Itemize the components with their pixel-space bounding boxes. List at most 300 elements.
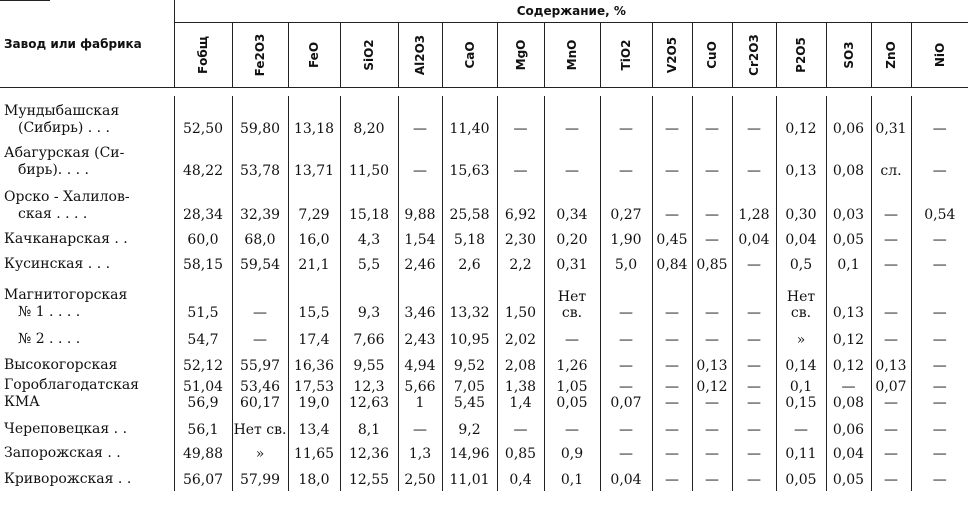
value-cell (544, 324, 600, 351)
plant-name-line: № 1 . . . . (18, 303, 81, 320)
value-cell (398, 276, 442, 324)
value-text: — (932, 256, 947, 273)
column-header-label: Fобщ (196, 35, 210, 75)
value-cell (826, 251, 871, 276)
value-cell (776, 351, 826, 377)
value-cell (732, 324, 776, 351)
plant-name-line: Орско - Халилов- (4, 188, 130, 205)
value-cell (232, 276, 288, 324)
value-text: 0,04 (738, 231, 770, 248)
value-cell (442, 251, 497, 276)
plant-name (0, 226, 174, 251)
value-text: — (565, 421, 579, 438)
value-cell (288, 140, 340, 182)
value-cell (600, 324, 652, 351)
value-cell (288, 414, 340, 441)
value-cell (497, 182, 544, 226)
value-text: — (884, 394, 898, 411)
value-cell (497, 377, 544, 414)
value-text: 0,04 (832, 445, 865, 462)
value-cell (776, 324, 826, 351)
table-row (0, 351, 968, 377)
plant-name (0, 182, 174, 226)
value-cell (232, 96, 288, 140)
value-cell (497, 251, 544, 276)
value-cell (871, 465, 911, 491)
column-header (174, 23, 232, 88)
value-cell (232, 465, 288, 491)
plant-name (0, 377, 174, 414)
value-text: 25,58 (449, 206, 490, 223)
table-body (0, 88, 968, 491)
value-text: 7,05 (453, 378, 486, 395)
value-cell (600, 182, 652, 226)
value-text: — (619, 331, 633, 348)
value-text: 0,34 (556, 206, 588, 223)
value-cell (652, 441, 692, 465)
value-cell (871, 251, 911, 276)
value-cell (497, 441, 544, 465)
value-text: — (665, 421, 679, 438)
value-text: 56,9 (187, 394, 219, 411)
value-text: 0,04 (610, 471, 642, 488)
value-cell (544, 96, 600, 140)
value-text: 11,40 (449, 120, 490, 137)
value-text: — (932, 421, 947, 438)
value-text: — (665, 471, 679, 488)
value-cell (600, 276, 652, 324)
value-cell (174, 96, 232, 140)
value-text: 5,5 (357, 256, 381, 273)
plant-name-line: бирь). . . . (18, 161, 89, 178)
value-cell (652, 377, 692, 414)
value-text: 0,13 (875, 357, 907, 374)
value-cell (692, 465, 732, 491)
value-text: — (932, 331, 947, 348)
value-text: 1,05 (556, 378, 588, 395)
value-cell (442, 276, 497, 324)
value-text: 16,36 (293, 357, 335, 374)
value-text: — (884, 256, 898, 273)
value-text: 58,15 (182, 256, 224, 273)
value-text: 9,3 (357, 304, 381, 321)
value-text: — (884, 231, 898, 248)
value-text: 13,18 (293, 120, 335, 137)
value-cell (497, 226, 544, 251)
value-text: 51,04 (182, 378, 224, 395)
value-text: 15,63 (449, 162, 490, 179)
value-cell (398, 182, 442, 226)
value-cell (174, 324, 232, 351)
value-text: 12,63 (348, 394, 390, 411)
value-text: 21,1 (298, 256, 330, 273)
value-cell (288, 465, 340, 491)
column-header (871, 23, 911, 88)
value-text: — (619, 120, 633, 137)
value-cell (652, 226, 692, 251)
value-cell (340, 377, 398, 414)
value-cell (732, 441, 776, 465)
value-text: 0,03 (832, 206, 865, 223)
value-cell (692, 414, 732, 441)
value-cell (692, 441, 732, 465)
column-header (692, 23, 732, 88)
value-text: — (747, 357, 761, 374)
value-cell (692, 182, 732, 226)
value-text: сл. (880, 162, 902, 179)
value-text: 0,84 (656, 256, 688, 273)
value-cell (600, 351, 652, 377)
value-cell (732, 226, 776, 251)
plant-name-line: ская . . . . (18, 205, 88, 222)
value-text: — (619, 162, 633, 179)
value-cell (911, 96, 968, 140)
value-text: — (513, 421, 528, 438)
value-cell (497, 140, 544, 182)
value-cell (871, 324, 911, 351)
value-cell (871, 276, 911, 324)
value-text: 0,08 (832, 394, 865, 411)
value-text: 68,0 (244, 231, 276, 248)
value-text: 0,04 (785, 231, 817, 248)
value-text: — (665, 378, 679, 395)
value-text: 0,54 (924, 206, 956, 223)
value-cell (826, 182, 871, 226)
value-text: — (794, 421, 808, 438)
value-text: 8,1 (357, 421, 381, 438)
value-cell (652, 182, 692, 226)
column-header-label: ZnO (884, 41, 898, 69)
value-cell (340, 182, 398, 226)
value-text: — (747, 378, 761, 395)
value-text: 1,3 (408, 445, 432, 462)
value-cell (911, 441, 968, 465)
value-cell (544, 414, 600, 441)
value-cell (732, 377, 776, 414)
value-cell (871, 377, 911, 414)
value-text: 2,46 (404, 256, 436, 273)
value-text: 56,07 (182, 471, 224, 488)
value-text: 53,78 (239, 162, 281, 179)
column-header-label: MnO (565, 39, 579, 71)
value-cell (288, 96, 340, 140)
value-text: » (255, 445, 265, 462)
value-text: 1,90 (610, 231, 642, 248)
value-text: 54,7 (187, 331, 219, 348)
value-text: — (884, 471, 898, 488)
value-cell (871, 140, 911, 182)
value-text: 0,31 (875, 120, 907, 137)
value-cell (232, 324, 288, 351)
value-text: 15,5 (298, 304, 330, 321)
column-header-label: SO3 (841, 41, 856, 69)
value-cell (732, 276, 776, 324)
value-cell (826, 96, 871, 140)
value-text: 12,55 (348, 471, 390, 488)
value-cell (692, 377, 732, 414)
value-cell (871, 96, 911, 140)
value-text: 0,5 (789, 256, 813, 273)
value-cell (776, 414, 826, 441)
value-cell (442, 377, 497, 414)
value-text: — (665, 162, 679, 179)
value-text: 0,05 (832, 231, 865, 248)
column-header (442, 23, 497, 88)
column-header-label: NiO (932, 42, 947, 68)
value-text: 28,34 (182, 206, 224, 223)
value-text: — (565, 331, 579, 348)
plant-name (0, 140, 174, 182)
value-text: — (747, 445, 761, 462)
plant-name (0, 351, 174, 377)
value-cell (776, 465, 826, 491)
value-text: 5,18 (453, 231, 486, 248)
value-cell (692, 276, 732, 324)
value-text: — (705, 421, 719, 438)
value-cell (497, 276, 544, 324)
value-text: 0,11 (785, 445, 817, 462)
value-text: 0,06 (832, 120, 865, 137)
value-cell (600, 251, 652, 276)
value-text: 13,71 (293, 162, 335, 179)
value-cell (732, 140, 776, 182)
table-row (0, 251, 968, 276)
value-text: 49,88 (182, 445, 224, 462)
value-cell (692, 351, 732, 377)
value-text: — (747, 394, 761, 411)
value-text: — (619, 304, 633, 321)
value-text: 17,4 (298, 331, 330, 348)
value-cell (442, 351, 497, 377)
value-text: — (747, 162, 761, 179)
value-cell (911, 324, 968, 351)
value-cell (652, 351, 692, 377)
value-cell (826, 324, 871, 351)
value-text: — (705, 206, 719, 223)
value-cell (692, 140, 732, 182)
value-text: 7,66 (353, 331, 385, 348)
value-text: 0,12 (785, 120, 817, 137)
value-text: 9,52 (453, 357, 486, 374)
value-cell (232, 251, 288, 276)
value-text: 59,54 (239, 256, 281, 273)
value-text: — (413, 421, 427, 438)
value-text: 3,46 (404, 304, 436, 321)
value-cell (340, 441, 398, 465)
value-cell (398, 377, 442, 414)
value-cell (826, 377, 871, 414)
value-text: — (665, 394, 679, 411)
value-text: 1,54 (404, 231, 436, 248)
value-text: 4,3 (357, 231, 381, 248)
value-cell (652, 465, 692, 491)
value-text: 0,27 (610, 206, 642, 223)
column-header (398, 23, 442, 88)
value-cell (398, 441, 442, 465)
value-text: — (932, 378, 947, 395)
column-header (288, 23, 340, 88)
value-cell (826, 414, 871, 441)
column-header-label: Al2O3 (413, 34, 427, 76)
value-cell (732, 465, 776, 491)
value-cell (826, 465, 871, 491)
value-text: — (665, 206, 679, 223)
value-cell (776, 140, 826, 182)
value-cell (442, 226, 497, 251)
value-cell (871, 414, 911, 441)
value-cell (174, 226, 232, 251)
plant-name-line: Магнитогорская (4, 286, 128, 303)
value-cell (340, 351, 398, 377)
column-header-label: SiO2 (362, 39, 376, 71)
value-cell (340, 226, 398, 251)
value-text: Нет св. (233, 421, 287, 438)
value-cell (174, 182, 232, 226)
value-text: 1,38 (504, 378, 537, 395)
value-cell (692, 226, 732, 251)
value-text: — (705, 471, 719, 488)
value-cell (871, 182, 911, 226)
value-cell (442, 441, 497, 465)
value-text: — (932, 394, 947, 411)
plant-column-header: Завод или фабрика (0, 0, 174, 88)
value-text: — (513, 162, 528, 179)
plant-name-line: № 2 . . . . (18, 330, 81, 347)
column-header-label: MgO (513, 39, 528, 71)
value-cell (174, 351, 232, 377)
value-text: — (932, 231, 947, 248)
value-text: — (619, 378, 633, 395)
value-text: — (665, 357, 679, 374)
value-cell (600, 414, 652, 441)
value-cell (911, 140, 968, 182)
table-row (0, 324, 968, 351)
column-header-label: CuO (705, 41, 719, 69)
column-header (497, 23, 544, 88)
value-text: 2,02 (504, 331, 537, 348)
value-text: — (705, 394, 719, 411)
value-text: 0,85 (504, 445, 537, 462)
value-text: 51,5 (187, 304, 219, 321)
value-text: 55,97 (239, 357, 281, 374)
value-cell (600, 140, 652, 182)
value-cell (442, 414, 497, 441)
value-cell (398, 351, 442, 377)
value-text: — (619, 445, 633, 462)
value-cell (692, 324, 732, 351)
table-row (0, 377, 968, 414)
value-cell (732, 251, 776, 276)
value-text: — (513, 120, 528, 137)
value-cell (652, 276, 692, 324)
value-text: — (747, 421, 761, 438)
value-cell (600, 465, 652, 491)
column-header-label: Cr2O3 (747, 34, 761, 76)
value-cell (497, 351, 544, 377)
plant-name-line: Кусинская . . . (4, 255, 111, 272)
value-cell (911, 351, 968, 377)
value-cell (288, 324, 340, 351)
value-cell (398, 140, 442, 182)
value-text: 11,65 (293, 445, 335, 462)
value-text: — (413, 120, 427, 137)
value-cell (288, 226, 340, 251)
value-text: 9,55 (353, 357, 385, 374)
value-cell (398, 226, 442, 251)
value-text: 4,94 (404, 357, 436, 374)
value-text: — (565, 120, 579, 137)
value-cell (871, 226, 911, 251)
value-text: 0,30 (785, 206, 817, 223)
value-text: 5,0 (614, 256, 638, 273)
value-cell (340, 140, 398, 182)
value-cell (692, 251, 732, 276)
value-text: 18,0 (298, 471, 330, 488)
value-cell (174, 251, 232, 276)
value-text: 0,1 (560, 471, 584, 488)
value-text: — (705, 445, 719, 462)
value-text: 2,2 (509, 256, 532, 273)
value-cell (544, 465, 600, 491)
value-cell (288, 441, 340, 465)
value-text: Нет (786, 288, 816, 305)
value-cell (600, 226, 652, 251)
value-cell (692, 96, 732, 140)
value-text: 9,88 (404, 206, 436, 223)
value-text: 2,08 (504, 357, 537, 374)
value-cell (174, 276, 232, 324)
table-row (0, 441, 968, 465)
plant-name-line: Абагурская (Си- (4, 144, 125, 161)
value-text: 60,0 (187, 231, 219, 248)
value-cell (652, 140, 692, 182)
value-cell (232, 182, 288, 226)
value-cell (174, 140, 232, 182)
value-text: 0,05 (832, 471, 865, 488)
value-text: — (665, 120, 679, 137)
plant-name (0, 441, 174, 465)
value-text: 12,36 (348, 445, 390, 462)
value-text: 48,22 (182, 162, 224, 179)
value-cell (340, 251, 398, 276)
value-cell (544, 276, 600, 324)
value-cell (826, 140, 871, 182)
value-text: св. (561, 304, 583, 321)
value-cell (652, 414, 692, 441)
value-cell (776, 441, 826, 465)
value-text: 9,2 (458, 421, 481, 438)
value-text: — (705, 304, 719, 321)
value-text: 0,15 (785, 394, 817, 411)
value-text: 0,13 (832, 304, 865, 321)
value-cell (732, 414, 776, 441)
column-header (732, 23, 776, 88)
value-cell (288, 351, 340, 377)
value-text: 0,05 (785, 471, 817, 488)
value-cell (442, 96, 497, 140)
value-cell (232, 226, 288, 251)
value-cell (340, 96, 398, 140)
value-text: — (619, 421, 633, 438)
value-text: 0,4 (509, 471, 532, 488)
value-text: 1,28 (738, 206, 770, 223)
value-text: 15,18 (348, 206, 390, 223)
value-text: 10,95 (449, 331, 490, 348)
value-text: 1,4 (509, 394, 532, 411)
value-cell (732, 351, 776, 377)
value-text: 52,12 (182, 357, 224, 374)
column-header (600, 23, 652, 88)
